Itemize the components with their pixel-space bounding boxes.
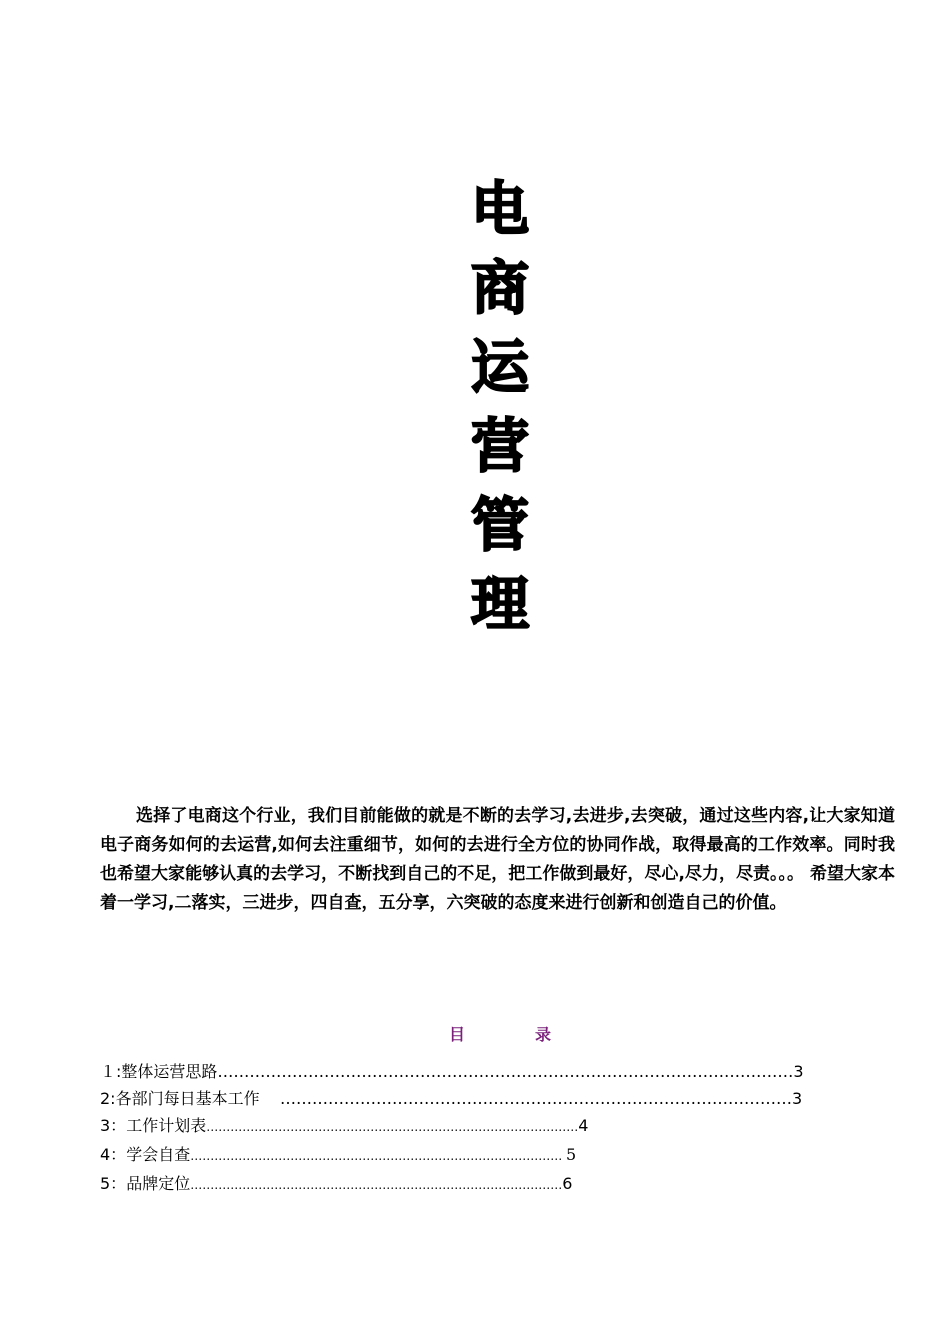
toc-leader: ……………………………………………………………………………………………… [217,1062,794,1081]
title-char: 运 [470,333,529,401]
toc-item[interactable] [100,1112,895,1141]
toc-page-number: 6 [562,1174,573,1193]
toc-label: 品牌定位 [126,1174,191,1193]
toc-page-number: 4 [578,1116,589,1135]
toc-number: 4： [100,1145,127,1164]
toc-leader: ………………………………………………………………………………… [206,1120,579,1134]
title-char: 理 [470,570,529,638]
toc-item[interactable] [100,1170,895,1199]
toc-label: 工作计划表 [126,1116,207,1135]
toc-item[interactable] [100,1141,895,1170]
toc-item[interactable] [100,1085,895,1112]
toc-number: 5： [100,1174,127,1193]
toc-page-number: 3 [793,1062,804,1081]
title-char: 商 [470,254,529,322]
table-of-contents [100,1058,895,1199]
toc-label: 各部门每日基本工作 [115,1089,280,1108]
toc-item[interactable] [100,1058,895,1085]
title-char: 电 [470,175,529,243]
toc-label: 整体运营思路 [121,1062,218,1081]
document-title [0,170,950,644]
title-char: 管 [470,491,529,559]
toc-leader: ………………………………………………………………………………… [190,1178,563,1192]
toc-label: 学会自查 [126,1145,191,1164]
toc-number: １: [100,1062,122,1081]
toc-number: 2: [100,1089,116,1108]
toc-leader: ………………………………………………………………………………… [190,1149,567,1163]
toc-page-number: 3 [791,1089,803,1108]
toc-number: 3： [100,1116,127,1135]
title-char: 营 [470,412,529,480]
toc-heading: 目录 [448,1025,621,1044]
toc-leader: …………………………………………………………………………………… [279,1089,792,1108]
toc-page-number: 5 [566,1145,577,1164]
intro-paragraph: 选择了电商这个行业，我们目前能做的就是不断的去学习,去进步,去突破，通过这些内容,让大家知道电子商务如何的去运营,如何去注重细节，如何的去进行全方位的协同作战，取得最高的工作效率。同时我也希望大家能够认真的去学习，不断找到自己的不足，把工作做到最好，尽心,尽力，尽责。。。 希望大家本着一学习,二落实，三进步，四自查，五分享，六突破的态度来进行创新和创造自己的价值。 [100,806,895,913]
